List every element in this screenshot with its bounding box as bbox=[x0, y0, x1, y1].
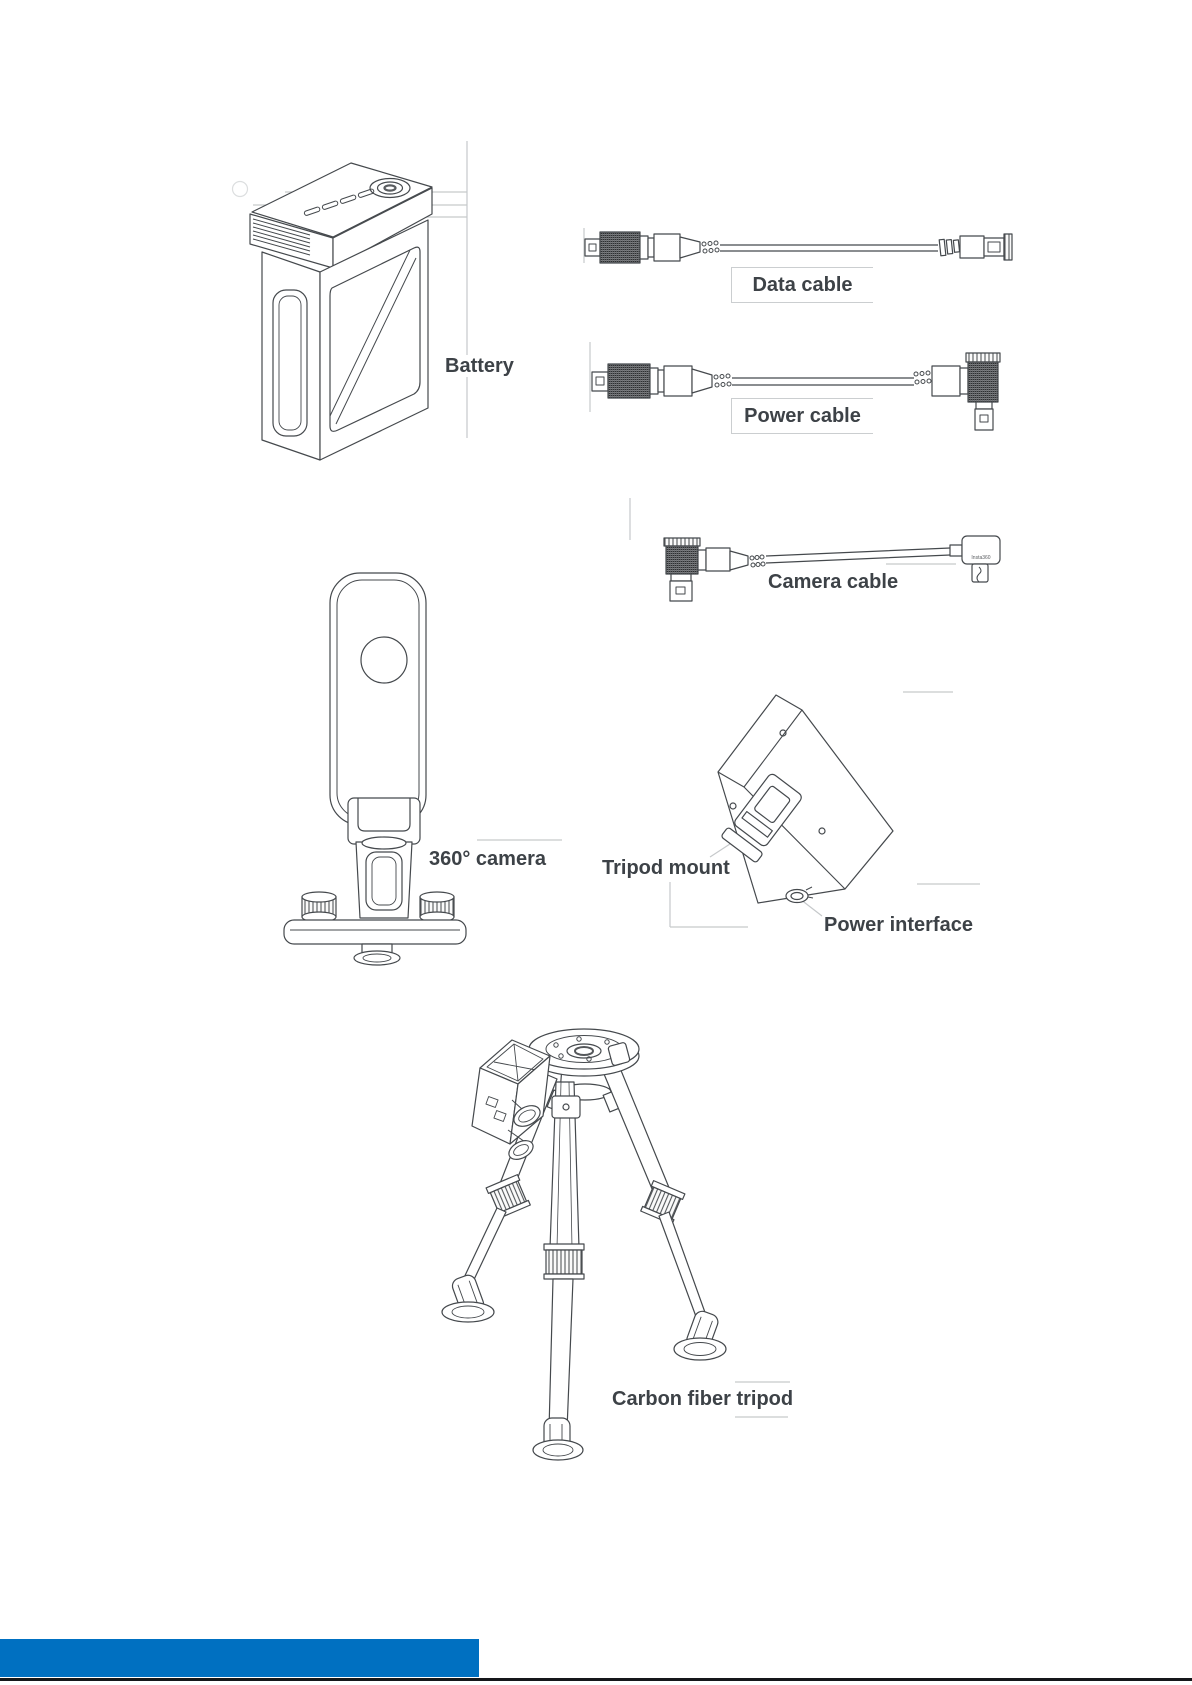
tripod-mount-illustration bbox=[718, 695, 893, 903]
page-bottom-rule bbox=[0, 1678, 1192, 1681]
carbon-fiber-tripod-label: Carbon fiber tripod bbox=[612, 1388, 794, 1410]
camera-cable-label: Camera cable bbox=[768, 571, 899, 593]
power-interface-label: Power interface bbox=[824, 914, 973, 936]
footer-accent-bar bbox=[0, 1639, 479, 1677]
battery-illustration bbox=[250, 163, 432, 460]
data-cable-label: Data cable bbox=[752, 274, 853, 296]
power-cable-label: Power cable bbox=[744, 405, 861, 427]
camera-360-label: 360° camera bbox=[429, 848, 546, 870]
data-cable-label-box bbox=[731, 267, 873, 303]
battery-label: Battery bbox=[441, 355, 518, 377]
insta360-marking: Insta360 bbox=[971, 555, 991, 561]
power-cable-label-box bbox=[731, 398, 873, 434]
tripod-mount-label: Tripod mount bbox=[602, 857, 730, 879]
data-cable-illustration bbox=[585, 232, 1012, 263]
camera-360-illustration bbox=[284, 573, 466, 965]
